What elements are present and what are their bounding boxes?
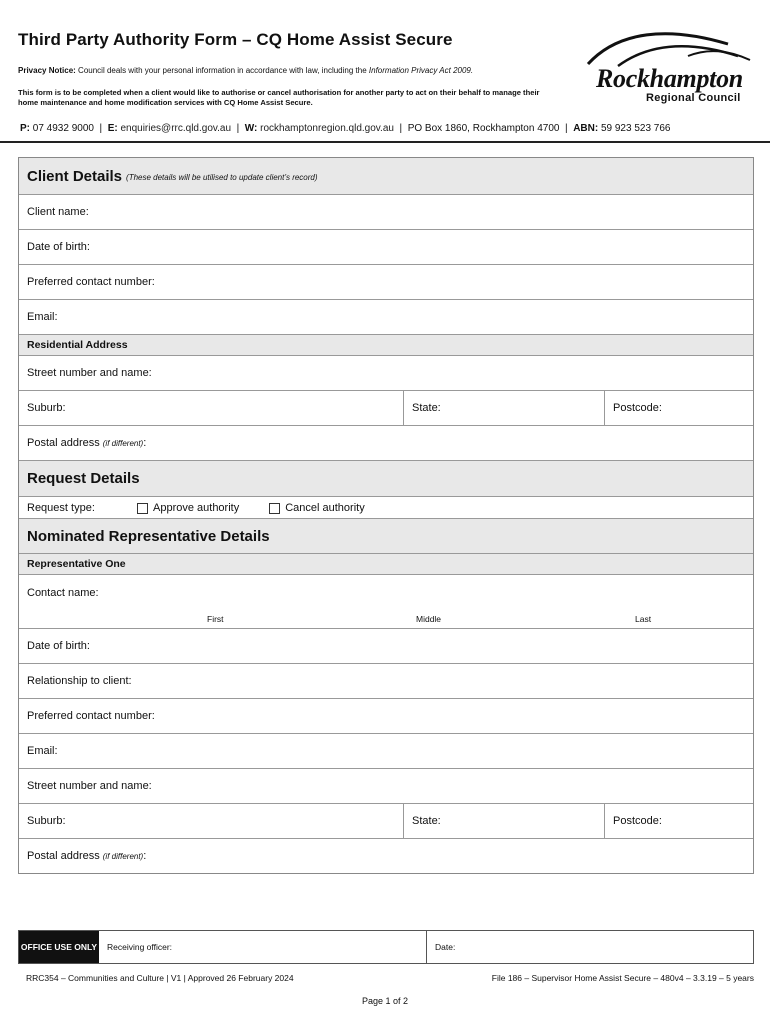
field-label: Relationship to client: (27, 675, 132, 687)
rep-postcode-field[interactable] (604, 804, 753, 838)
field-label: Street number and name: (27, 367, 152, 379)
option-label: Cancel authority (285, 501, 365, 514)
field-label: Receiving officer: (107, 942, 173, 952)
separator: | (99, 123, 103, 134)
field-label: Client name: (27, 206, 89, 218)
client-form (18, 157, 754, 874)
last-name-label: Last (635, 614, 652, 624)
section-title: Request Details (27, 470, 140, 487)
section-note: (These details will be utilised to update client’s record) (126, 172, 318, 182)
footer-approval: RRC354 – Communities and Culture | V1 | Approved 26 February 2024 (26, 973, 294, 983)
field-label: Street number and name: (27, 780, 152, 792)
client-suburb-field[interactable] (19, 391, 403, 425)
separator: | (565, 123, 568, 134)
client-name-field[interactable] (19, 194, 753, 229)
client-email-field[interactable] (19, 299, 753, 334)
field-label: State: (412, 402, 441, 414)
field-label: Preferred contact number: (27, 276, 155, 288)
office-use-label: OFFICE USE ONLY (19, 931, 99, 963)
field-colon: : (143, 437, 147, 449)
client-phone-field[interactable] (19, 264, 753, 299)
client-details-heading (19, 158, 753, 194)
representative-heading (19, 518, 753, 553)
representative-one-heading (19, 553, 753, 574)
rep-relationship-field[interactable] (19, 663, 753, 698)
web-label: W: (244, 123, 258, 134)
field-label: Suburb: (27, 402, 66, 414)
contact-line (20, 123, 670, 134)
separator: | (236, 123, 240, 134)
field-label: Email: (27, 311, 58, 323)
rep-suburb-row (19, 803, 753, 838)
field-label: Postal address (27, 437, 100, 449)
form-title: Third Party Authority Form – CQ Home Assist Secure (18, 30, 453, 49)
option-label: Approve authority (153, 501, 240, 514)
intro-text: This form is to be completed when a client would like to authorise or cancel authorisation for another party to act on their behalf to manage their home maintenance and home modification services with CQ Home Assist Secure. (18, 88, 540, 107)
field-note: (if different) (102, 851, 144, 861)
office-use-box (18, 930, 754, 964)
page-number: Page 1 of 2 (361, 996, 409, 1006)
rep-suburb-field[interactable] (19, 804, 403, 838)
field-label: Postcode: (613, 402, 662, 414)
email-link[interactable]: enquiries@rrc.qld.gov.au (120, 123, 232, 134)
po-box: PO Box 1860, Rockhampton 4700 (407, 123, 560, 134)
receiving-officer-field[interactable] (99, 931, 426, 963)
field-label: Email: (27, 745, 58, 757)
subsection-title: Residential Address (27, 339, 128, 351)
privacy-label: Privacy Notice: (18, 66, 76, 75)
client-dob-field[interactable] (19, 229, 753, 264)
field-label: Postal address (27, 850, 100, 862)
client-suburb-row (19, 390, 753, 425)
header-divider (0, 141, 770, 143)
field-label: Preferred contact number: (27, 710, 155, 722)
field-label: Postcode: (613, 815, 662, 827)
field-colon: : (143, 850, 147, 862)
client-postcode-field[interactable] (604, 391, 753, 425)
residential-address-heading (19, 334, 753, 355)
rep-dob-field[interactable] (19, 628, 753, 663)
email-label: E: (107, 123, 118, 134)
middle-name-label: Middle (416, 614, 442, 624)
rep-email-field[interactable] (19, 733, 753, 768)
rep-state-field[interactable] (403, 804, 604, 838)
privacy-act: Information Privacy Act 2009. (368, 66, 474, 75)
phone-value: 07 4932 9000 (32, 123, 94, 134)
website-link[interactable]: rockhamptonregion.qld.gov.au (260, 123, 394, 134)
rep-phone-field[interactable] (19, 698, 753, 733)
cancel-checkbox[interactable] (269, 503, 280, 514)
field-label: State: (412, 815, 441, 827)
client-street-field[interactable] (19, 355, 753, 390)
privacy-text: Council deals with your personal information in accordance with law, including the (78, 66, 367, 75)
privacy-notice (18, 66, 473, 75)
field-label: Date of birth: (27, 640, 90, 652)
cancel-option[interactable] (269, 502, 365, 514)
first-name-label: First (207, 614, 224, 624)
separator: | (399, 123, 403, 134)
logo-subtitle: Regional Council (646, 92, 741, 104)
abn-label: ABN: (573, 123, 599, 134)
office-date-field[interactable] (426, 931, 753, 963)
rep-contact-name-field[interactable] (19, 574, 753, 628)
logo-wordmark: Rockhampton (596, 64, 743, 93)
client-postal-field[interactable] (19, 425, 753, 460)
field-label: Contact name: (27, 587, 99, 599)
field-label: Request type: (27, 501, 95, 514)
field-label: Suburb: (27, 815, 66, 827)
subsection-title: Representative One (27, 558, 126, 570)
abn-value: 59 923 523 766 (600, 123, 671, 134)
footer-file-ref: File 186 – Supervisor Home Assist Secure – 480v4 – 3.3.19 – 5 years (491, 973, 754, 983)
phone-label: P: (20, 123, 30, 134)
approve-option[interactable] (137, 502, 239, 514)
rep-postal-field[interactable] (19, 838, 753, 873)
rep-street-field[interactable] (19, 768, 753, 803)
field-label: Date of birth: (27, 241, 90, 253)
approve-checkbox[interactable] (137, 503, 148, 514)
section-title: Client Details (27, 167, 123, 185)
section-title: Nominated Representative Details (27, 527, 270, 545)
field-note: (if different) (102, 438, 144, 448)
client-state-field[interactable] (403, 391, 604, 425)
request-details-heading (19, 460, 753, 496)
field-label: Date: (435, 942, 456, 952)
request-type-row (19, 496, 753, 518)
